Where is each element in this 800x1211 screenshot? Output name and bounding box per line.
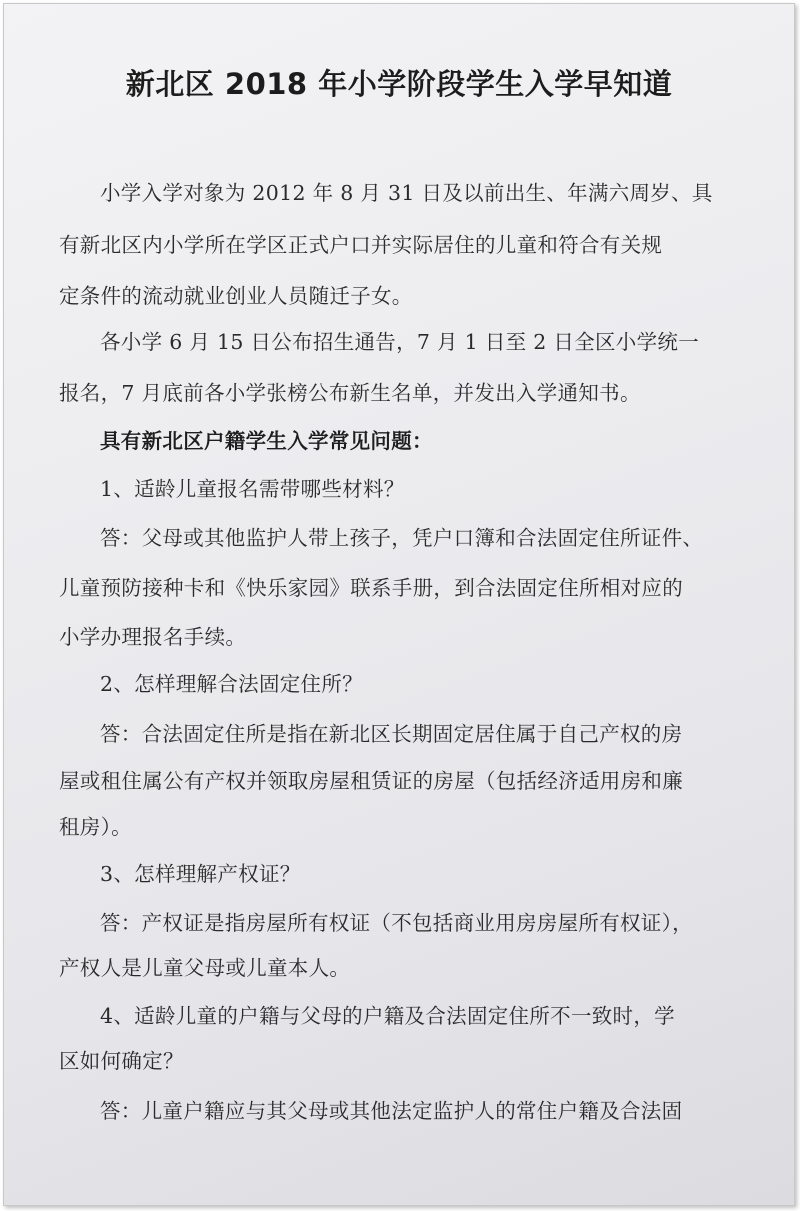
paragraph-line: 定条件的流动就业创业人员随迁子女。 (59, 284, 413, 308)
answer-line: 答：父母或其他监护人带上孩子，凭户口簿和合法固定住所证件、 (100, 526, 704, 550)
question-line: 1、适龄儿童报名需带哪些材料？ (100, 477, 405, 501)
paragraph-line: 有新北区内小学所在学区正式户口并实际居住的儿童和符合有关规 (59, 233, 663, 257)
paragraph-line: 小学入学对象为 2012 年 8 月 31 日及以前出生、年满六周岁、具 (100, 181, 713, 205)
answer-line: 屋或租住属公有产权并领取房屋租赁证的房屋（包括经济适用房和廉 (59, 769, 683, 793)
answer-line: 产权人是儿童父母或儿童本人。 (59, 956, 351, 980)
section-heading: 具有新北区户籍学生入学常见问题： (100, 429, 433, 453)
document-photo (3, 3, 795, 1206)
question-line: 区如何确定？ (59, 1049, 184, 1073)
paragraph-line: 报名，7 月底前各小学张榜公布新生名单，并发出入学通知书。 (59, 381, 641, 405)
document-title: 新北区 2018 年小学阶段学生入学早知道 (125, 67, 673, 101)
answer-line: 小学办理报名手续。 (59, 625, 247, 649)
answer-line: 租房）。 (59, 815, 132, 839)
paragraph-line: 各小学 6 月 15 日公布招生通告，7 月 1 日至 2 日全区小学统一 (100, 330, 700, 354)
question-line: 4、适龄儿童的户籍与父母的户籍及合法固定住所不一致时，学 (100, 1004, 675, 1028)
answer-line: 答：产权证是指房屋所有权证（不包括商业用房房屋所有权证）， (100, 911, 693, 935)
answer-line: 答：儿童户籍应与其父母或其他法定监护人的常住户籍及合法固 (100, 1099, 683, 1123)
answer-line: 儿童预防接种卡和《快乐家园》联系手册，到合法固定住所相对应的 (59, 576, 683, 600)
question-line: 3、怎样理解产权证？ (100, 862, 301, 886)
answer-line: 答：合法固定住所是指在新北区长期固定居住属于自己产权的房 (100, 722, 683, 746)
question-line: 2、怎样理解合法固定住所？ (100, 672, 363, 696)
